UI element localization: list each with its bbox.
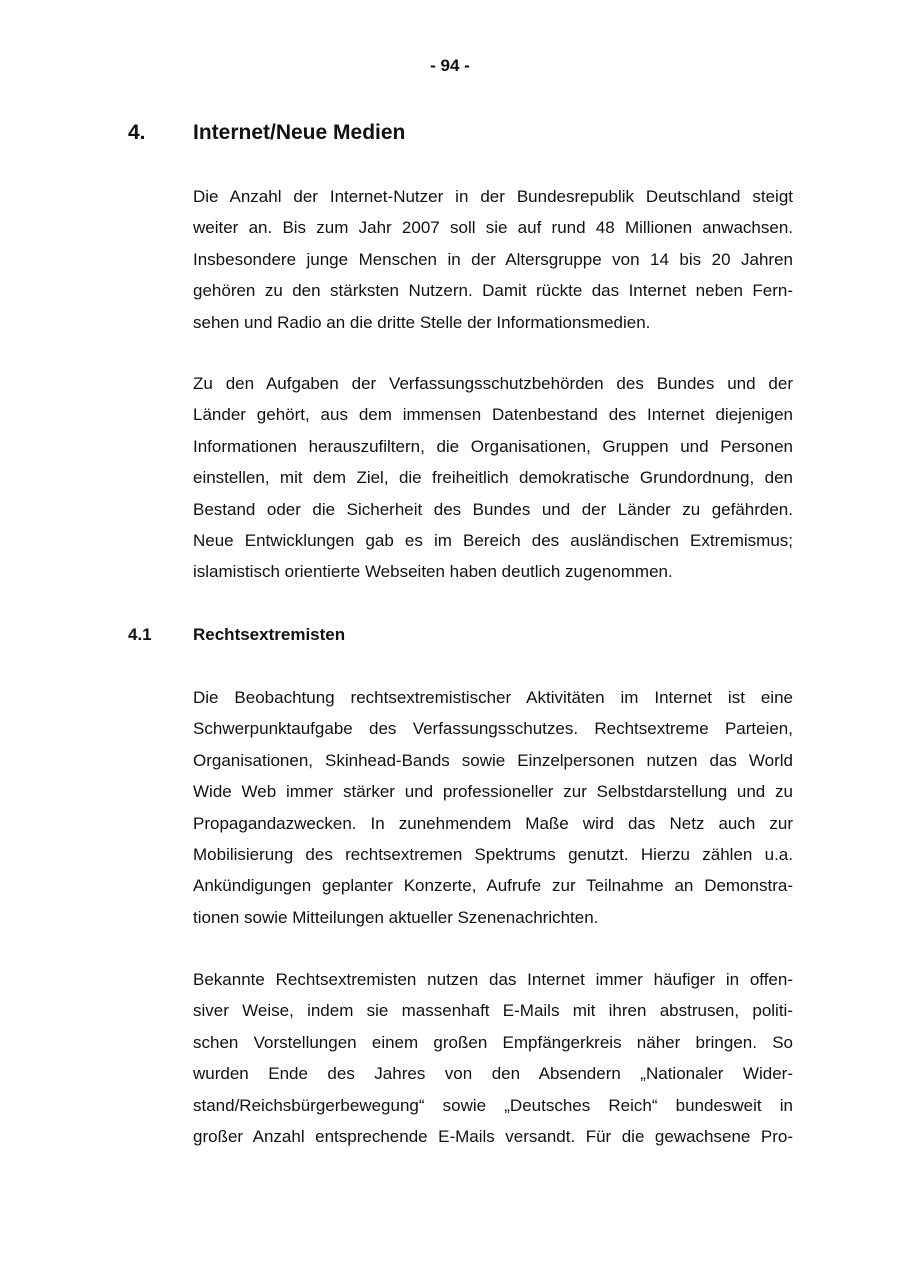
text-line: Insbesondere junge Menschen in der Altersgruppe von 14 bis 20 Jahren xyxy=(193,249,793,269)
text-line: islamistisch orientierte Webseiten haben deutlich zugenommen. xyxy=(193,562,673,582)
text-line: Ankündigungen geplanter Konzerte, Aufrufe zur Teilnahme an Demonstra- xyxy=(193,876,793,896)
text-line: Propagandazwecken. In zunehmendem Maße wird das Netz auch zur xyxy=(193,813,793,833)
text-line: großer Anzahl entsprechende E-Mails versandt. Für die gewachsene Pro- xyxy=(193,1126,793,1146)
text-line: stand/Reichsbürgerbewegung“ sowie „Deutsches Reich“ bundesweit in xyxy=(193,1095,793,1115)
subsection-number: 4.1 xyxy=(128,625,152,644)
text-line: Die Anzahl der Internet-Nutzer in der Bundesrepublik Deutschland steigt xyxy=(193,187,793,206)
text-line: Länder gehört, aus dem immensen Datenbestand des Internet diejenigen xyxy=(193,405,793,425)
paragraph xyxy=(193,368,793,588)
text-line: schen Vorstellungen einem großen Empfängerkreis näher bringen. So xyxy=(193,1032,793,1052)
text-line: einstellen, mit dem Ziel, die freiheitlich demokratische Grundordnung, den xyxy=(193,468,793,488)
paragraph xyxy=(193,682,793,933)
text-line: gehören zu den stärksten Nutzern. Damit rückte das Internet neben Fern- xyxy=(193,281,793,301)
text-line: Wide Web immer stärker und professioneller zur Selbstdarstellung und zu xyxy=(193,782,793,802)
section-heading xyxy=(0,119,900,147)
text-line: Die Beobachtung rechtsextremistischer Aktivitäten im Internet ist eine xyxy=(193,688,793,707)
text-line: Bekannte Rechtsextremisten nutzen das Internet immer häufiger in offen- xyxy=(193,970,793,989)
paragraph xyxy=(193,181,793,338)
text-line: Mobilisierung des rechtsextremen Spektrums genutzt. Hierzu zählen u.a. xyxy=(193,844,793,864)
subsection-title: Rechtsextremisten xyxy=(193,625,346,644)
section-title: Internet/Neue Medien xyxy=(193,121,406,144)
page-number: - 94 - xyxy=(430,56,470,75)
section-number: 4. xyxy=(128,121,146,144)
text-line: weiter an. Bis zum Jahr 2007 soll sie auf rund 48 Millionen anwachsen. xyxy=(193,218,793,238)
paragraph xyxy=(193,964,793,1152)
text-line: Neue Entwicklungen gab es im Bereich des ausländischen Extremismus; xyxy=(193,530,793,550)
text-line: Schwerpunktaufgabe des Verfassungsschutzes. Rechtsextreme Parteien, xyxy=(193,719,793,739)
text-line: Organisationen, Skinhead-Bands sowie Einzelpersonen nutzen das World xyxy=(193,750,793,770)
subsection-heading xyxy=(0,623,900,647)
text-line: Bestand oder die Sicherheit des Bundes und der Länder zu gefährden. xyxy=(193,499,793,519)
text-line: Zu den Aufgaben der Verfassungsschutzbehörden des Bundes und der xyxy=(193,374,793,393)
text-line: siver Weise, indem sie massenhaft E-Mails mit ihren abstrusen, politi- xyxy=(193,1001,793,1021)
text-line: Informationen herauszufiltern, die Organisationen, Gruppen und Personen xyxy=(193,436,793,456)
text-line: wurden Ende des Jahres von den Absendern „Nationaler Wider- xyxy=(193,1064,793,1084)
text-line: sehen und Radio an die dritte Stelle der Informationsmedien. xyxy=(193,312,651,332)
text-line: tionen sowie Mitteilungen aktueller Szenenachrichten. xyxy=(193,907,599,927)
